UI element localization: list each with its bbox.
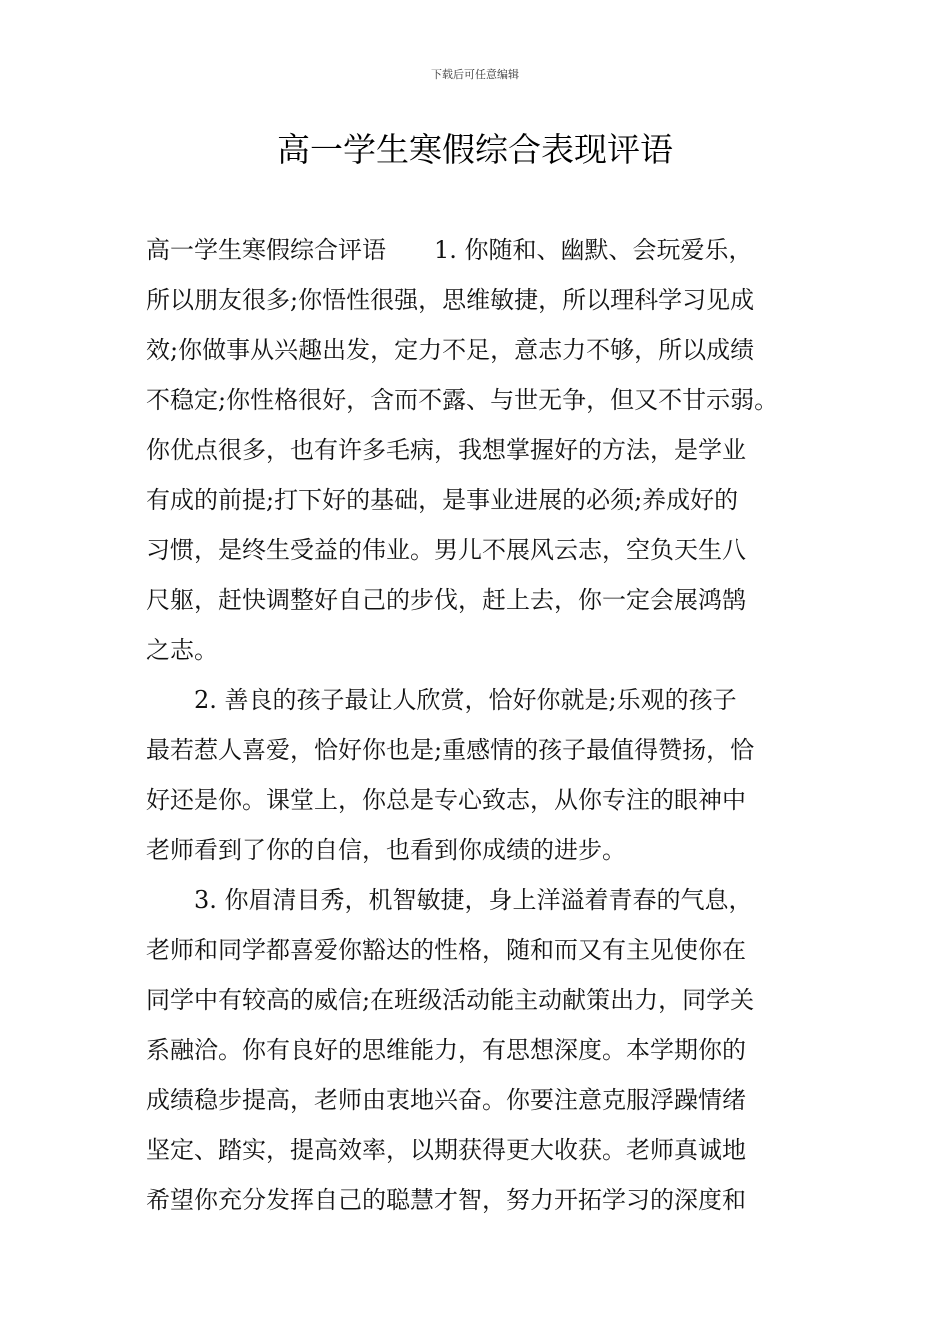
paragraph-1 — [146, 225, 810, 675]
paragraph-3 — [146, 875, 810, 1225]
text-line: 你优点很多，也有许多毛病，我想掌握好的方法，是学业 — [146, 436, 746, 464]
text-line: 高一学生寒假综合评语 1. 你随和、幽默、会玩爱乐， — [146, 236, 753, 264]
text-line: 不稳定;你性格很好，含而不露、与世无争，但又不甘示弱。 — [146, 386, 779, 414]
paragraph-2 — [146, 675, 810, 875]
text-line: 好还是你。课堂上，你总是专心致志，从你专注的眼神中 — [146, 786, 746, 814]
text-line: 成绩稳步提高，老师由衷地兴奋。你要注意克服浮躁情绪 — [146, 1086, 746, 1114]
header-note: 下载后可任意编辑 — [431, 68, 519, 81]
text-line: 同学中有较高的威信;在班级活动能主动献策出力，同学关 — [146, 986, 755, 1014]
text-line: 之志。 — [146, 636, 218, 664]
document-body — [146, 225, 810, 1225]
text-line: 所以朋友很多;你悟性很强，思维敏捷，所以理科学习见成 — [146, 286, 755, 314]
text-line: 2. 善良的孩子最让人欣赏，恰好你就是;乐观的孩子 — [194, 686, 737, 714]
text-line: 老师和同学都喜爱你豁达的性格，随和而又有主见使你在 — [146, 936, 746, 964]
document-title: 高一学生寒假综合表现评语 — [277, 130, 673, 169]
text-line: 习惯，是终生受益的伟业。男儿不展风云志，空负天生八 — [146, 536, 746, 564]
text-line: 3. 你眉清目秀，机智敏捷，身上洋溢着青春的气息， — [194, 886, 753, 914]
text-line: 系融洽。你有良好的思维能力，有思想深度。本学期你的 — [146, 1036, 746, 1064]
text-line: 最若惹人喜爱，恰好你也是;重感情的孩子最值得赞扬，恰 — [146, 736, 755, 764]
text-line: 老师看到了你的自信，也看到你成绩的进步。 — [146, 836, 626, 864]
text-line: 坚定、踏实，提高效率，以期获得更大收获。老师真诚地 — [146, 1136, 746, 1164]
text-line: 尺躯，赶快调整好自己的步伐，赶上去，你一定会展鸿鹄 — [146, 586, 746, 614]
text-line: 希望你充分发挥自己的聪慧才智，努力开拓学习的深度和 — [146, 1186, 746, 1214]
text-line: 有成的前提;打下好的基础，是事业进展的必须;养成好的 — [146, 486, 739, 514]
text-line: 效;你做事从兴趣出发，定力不足，意志力不够，所以成绩 — [146, 336, 755, 364]
